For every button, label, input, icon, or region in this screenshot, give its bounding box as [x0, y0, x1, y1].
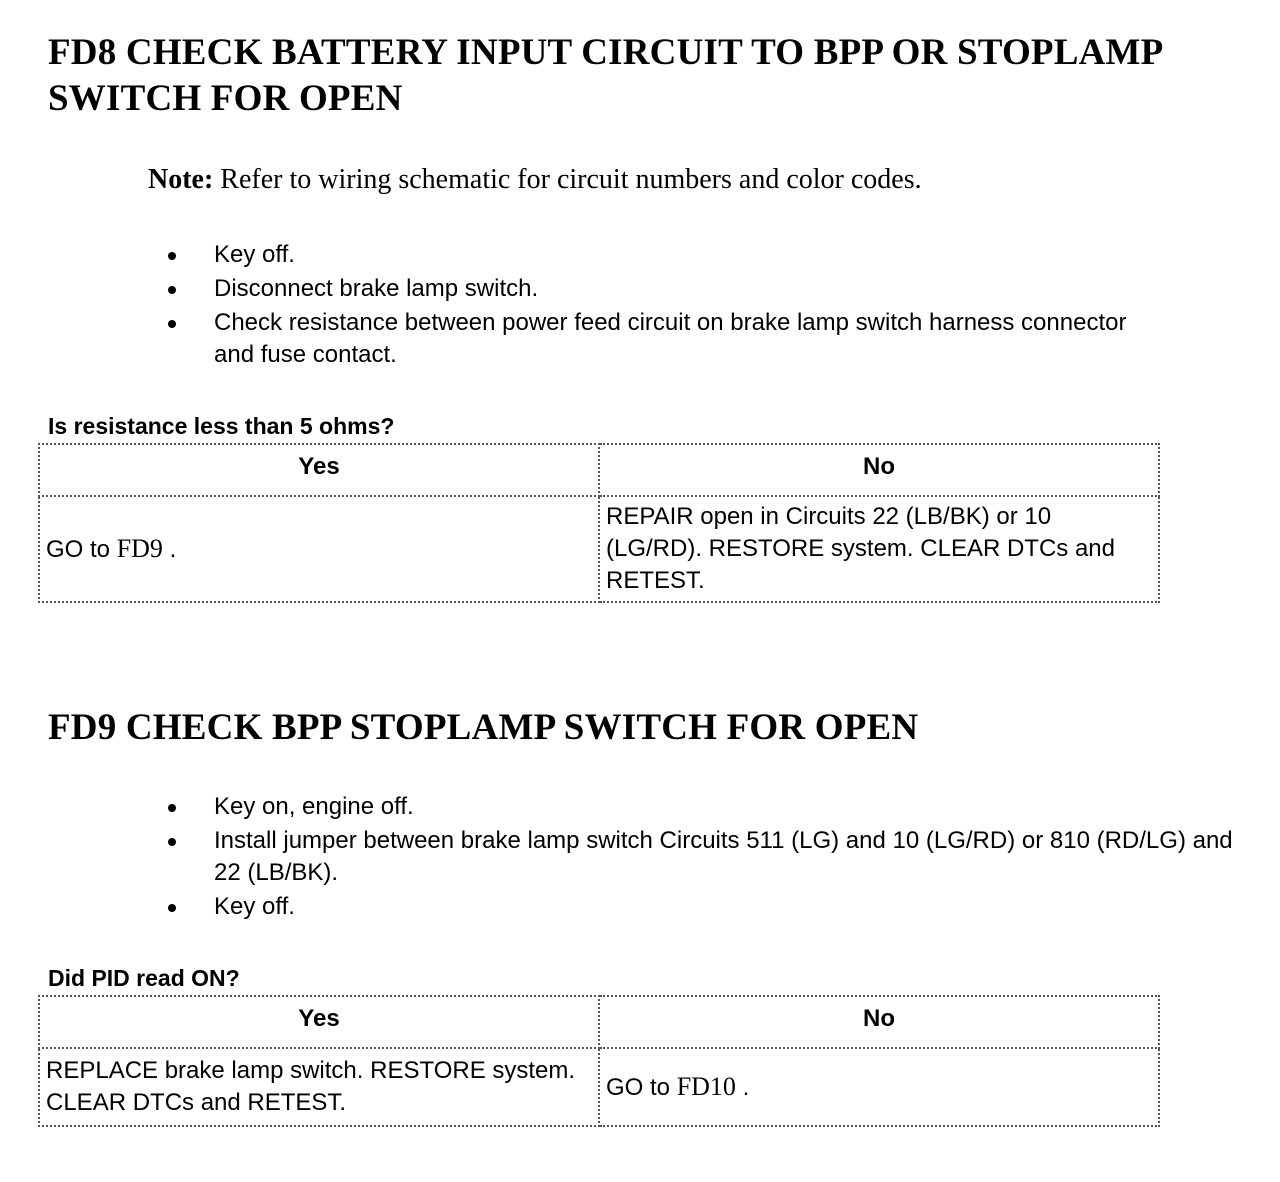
list-item	[0, 239, 1160, 271]
yes-prefix: GO to	[46, 535, 117, 563]
step-text: Key on, engine off.	[214, 793, 414, 820]
yes-cell: REPLACE brake lamp switch. RESTORE system. CLEAR DTCs and RETEST.	[39, 1048, 599, 1126]
yes-cell	[39, 496, 599, 602]
yes-suffix: .	[162, 535, 177, 563]
table-row	[39, 1048, 1159, 1126]
no-cell	[599, 1048, 1159, 1126]
list-item	[0, 273, 1160, 305]
step-text: Install jumper between brake lamp switch Circuits 511 (LG) and 10 (LG/RD) or 810 (RD/LG) and 22 (LB/BK).	[214, 827, 1233, 886]
bullet-icon	[168, 904, 176, 912]
list-item	[0, 825, 1240, 889]
fd9-heading: FD9 CHECK BPP STOPLAMP SWITCH FOR OPEN	[48, 707, 919, 748]
fd9-link[interactable]: FD9	[116, 533, 163, 563]
fd8-question: Is resistance less than 5 ohms?	[48, 413, 395, 439]
fd9-question: Did PID read ON?	[48, 965, 240, 991]
table-header-row	[39, 996, 1159, 1048]
step-text: Disconnect brake lamp switch.	[214, 275, 539, 302]
fd8-steps-list	[0, 239, 1160, 373]
note-label: Note:	[148, 164, 214, 195]
bullet-icon	[168, 252, 176, 260]
step-text: Check resistance between power feed circuit on brake lamp switch harness connector and fuse contact.	[214, 309, 1127, 368]
list-item	[0, 891, 1240, 923]
yes-header: Yes	[39, 996, 599, 1048]
bullet-icon	[168, 286, 176, 294]
fd10-link[interactable]: FD10	[676, 1071, 736, 1101]
note-text: Refer to wiring schematic for circuit numbers and color codes.	[213, 164, 922, 195]
note	[148, 162, 922, 198]
yes-header: Yes	[39, 444, 599, 496]
list-item	[0, 307, 1160, 371]
no-cell: REPAIR open in Circuits 22 (LB/BK) or 10 (LG/RD). RESTORE system. CLEAR DTCs and RETEST.	[599, 496, 1159, 602]
step-text: Key off.	[214, 241, 295, 268]
no-suffix: .	[735, 1073, 750, 1101]
no-prefix: GO to	[606, 1073, 677, 1101]
fd9-steps-list	[0, 791, 1240, 925]
bullet-icon	[168, 320, 176, 328]
fd8-result-table	[38, 443, 1160, 603]
bullet-icon	[168, 804, 176, 812]
fd8-heading: FD8 CHECK BATTERY INPUT CIRCUIT TO BPP OR STOPLAMP SWITCH FOR OPEN	[48, 32, 1162, 119]
bullet-icon	[168, 838, 176, 846]
table-header-row	[39, 444, 1159, 496]
table-row	[39, 496, 1159, 602]
fd9-result-table	[38, 995, 1160, 1127]
no-header: No	[599, 996, 1159, 1048]
no-header: No	[599, 444, 1159, 496]
step-text: Key off.	[214, 893, 295, 920]
list-item	[0, 791, 1240, 823]
